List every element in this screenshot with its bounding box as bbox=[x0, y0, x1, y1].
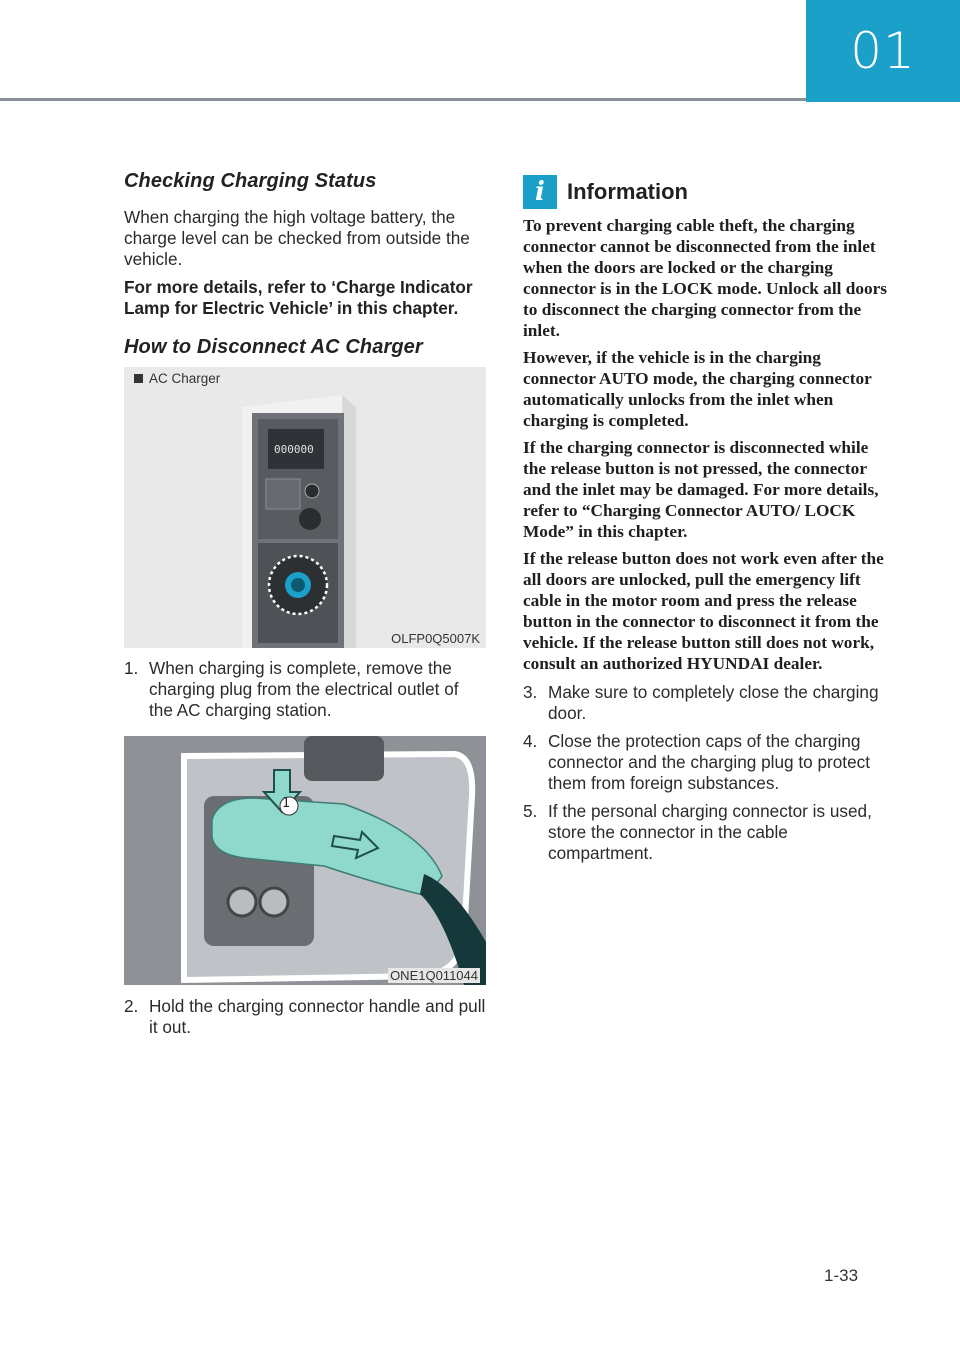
callout-number: 1 bbox=[282, 796, 291, 811]
square-bullet-icon bbox=[134, 374, 143, 383]
step-1: 1. When charging is complete, remove the charging plug from the electrical outlet of the AC charging station. bbox=[124, 658, 459, 720]
figure-caption: AC Charger bbox=[134, 371, 220, 386]
info-paragraph: To prevent charging cable theft, the charging connector cannot be disconnected from the inlet when the doors are locked or the charging connector is in the LOCK mode. Unlock all doors to disconnect the charging connector from the inlet. bbox=[523, 216, 888, 340]
checking-paragraph: When charging the high voltage battery, the charge level can be checked from outside the vehicle. bbox=[124, 207, 470, 269]
ac-charger-figure bbox=[124, 367, 486, 648]
chapter-tab: 01 bbox=[806, 0, 960, 102]
info-paragraph: However, if the vehicle is in the charging connector AUTO mode, the charging connector automatically unlocks from the inlet when charging is completed. bbox=[523, 348, 872, 430]
header-rule bbox=[0, 98, 806, 101]
right-column bbox=[523, 172, 889, 864]
step-3: 3. Make sure to completely close the charging door. bbox=[523, 682, 879, 723]
section-title-checking: Checking Charging Status bbox=[124, 170, 377, 192]
section-title-disconnect: How to Disconnect AC Charger bbox=[124, 336, 423, 358]
information-header bbox=[523, 172, 889, 212]
step-2: 2. Hold the charging connector handle and pull it out. bbox=[124, 996, 486, 1037]
figure-code: OLFP0Q5007K bbox=[391, 631, 480, 646]
connector-illustration bbox=[124, 736, 486, 985]
step-5: 5. If the personal charging connector is used, store the connector in the cable compartment. bbox=[523, 801, 872, 863]
info-paragraph: If the charging connector is disconnected while the release button is not pressed, the connector and the inlet may be damaged. For more details, refer to “Charging Connector AUTO/ LOCK Mode” in this chapter. bbox=[523, 438, 879, 541]
figure-code-2: ONE1Q011044 bbox=[390, 968, 478, 983]
step-4: 4. Close the protection caps of the charging connector and the charging plug to protect them from foreign substances. bbox=[523, 731, 871, 793]
connector-figure bbox=[124, 736, 486, 985]
refer-paragraph: For more details, refer to ‘Charge Indicator Lamp for Electric Vehicle’ in this chapter. bbox=[124, 277, 473, 318]
svg-text:000000: 000000 bbox=[274, 443, 314, 456]
page-number: 1-33 bbox=[824, 1266, 859, 1285]
info-paragraph: If the release button does not work even after the all doors are unlocked, pull the emergency lift cable in the motor room and press the release button in the connector to disconnect it from the vehicle. If the release button still does not work, consult an authorized HYUNDAI dealer. bbox=[523, 549, 884, 673]
information-body bbox=[523, 215, 889, 674]
information-icon: i bbox=[523, 175, 557, 209]
left-column bbox=[124, 170, 486, 1038]
ac-charger-illustration bbox=[124, 367, 486, 648]
information-title: Information bbox=[567, 179, 688, 204]
